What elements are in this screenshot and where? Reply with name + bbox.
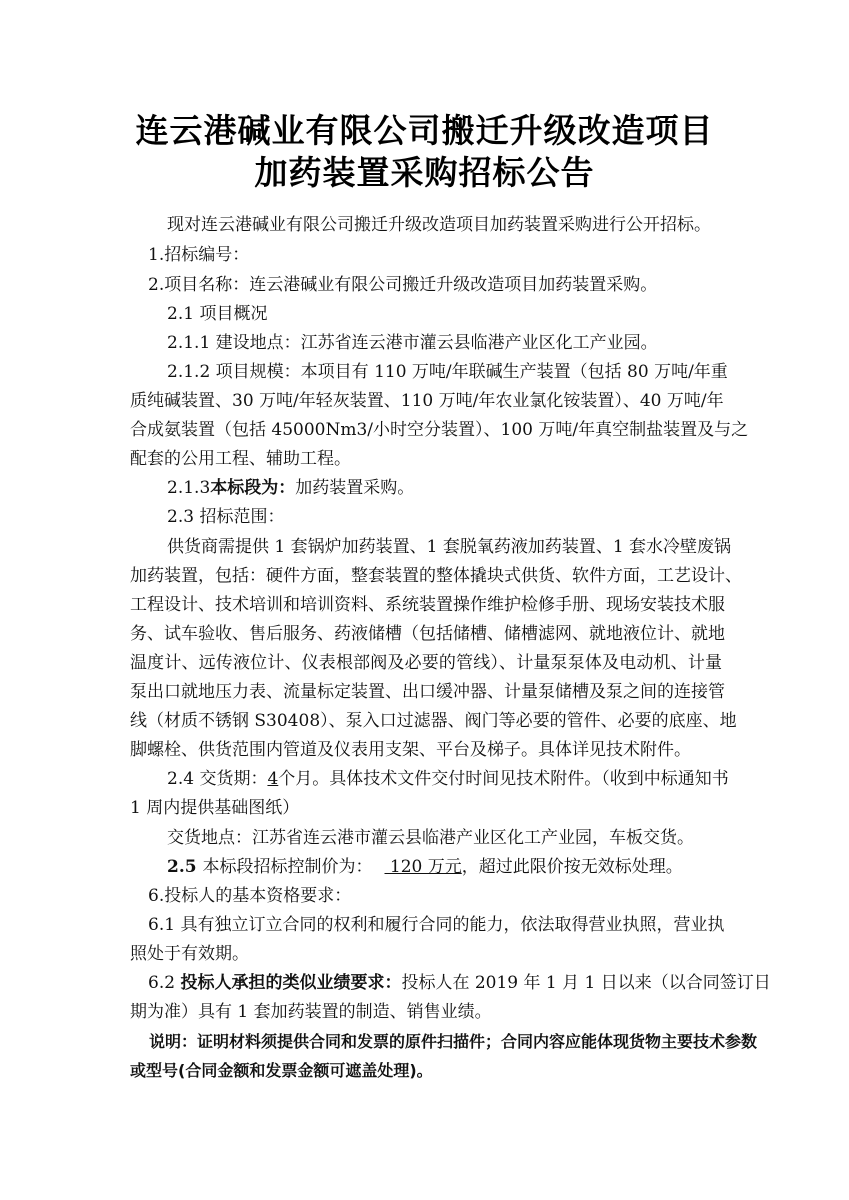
section-2-1-2-scale-line: 2.1.2 项目规模：本项目有 110 万吨/年联碱生产装置（包括 80 万吨/年重: [167, 362, 728, 382]
section-6-2-line-2: 期为准）具有 1 套加药装置的制造、销售业绩。: [130, 1002, 492, 1022]
section-2-1-3-number: 2.1.3: [167, 478, 211, 498]
section-6-2-number: 6.2: [148, 973, 181, 993]
scope-line: 线（材质不锈钢 S30408）、泵入口过滤器、阀门等必要的管件、必要的底座、地: [130, 711, 737, 731]
section-6-2-experience: [148, 972, 771, 994]
section-2-4-suffix: 个月。具体技术文件交付时间见技术附件。（收到中标通知书: [278, 769, 729, 789]
section-2-4-prefix: 2.4 交货期：: [167, 769, 268, 789]
delivery-months-value: 4: [267, 769, 279, 789]
section-1-bid-number: 1.招标编号：: [148, 245, 250, 265]
section-2-4-delivery-period: [167, 768, 729, 790]
section-2-3-scope-heading: 2.3 招标范围：: [167, 507, 285, 527]
section-2-1-2-scale-line: 质纯碱装置、30 万吨/年轻灰装置、110 万吨/年农业氯化铵装置）、40 万吨/年: [130, 391, 724, 411]
section-2-1-3-lot: [167, 477, 414, 499]
note-line: 说明：证明材料须提供合同和发票的原件扫描件；合同内容应能体现货物主要技术参数: [149, 1032, 758, 1051]
intro-paragraph: 现对连云港碱业有限公司搬迁升级改造项目加药装置采购进行公开招标。: [167, 215, 711, 235]
section-2-4-line-2: 1 周内提供基础图纸）: [130, 798, 300, 818]
section-2-1-1-location: 2.1.1 建设地点：江苏省连云港市灌云县临港产业区化工产业园。: [167, 333, 658, 353]
section-2-5-text: 本标段招标控制价为：: [202, 857, 373, 877]
note-line: 或型号(合同金额和发票金额可遮盖处理)。: [130, 1061, 433, 1080]
section-6-1-line: 照处于有效期。: [130, 944, 249, 964]
section-2-1-3-label: 本标段为：: [210, 478, 296, 498]
section-6-qualifications: 6.投标人的基本资格要求：: [148, 886, 352, 906]
section-6-1-line: 6.1 具有独立订立合同的权利和履行合同的能力，依法取得营业执照，营业执: [148, 915, 725, 935]
delivery-place: 交货地点：江苏省连云港市灌云县临港产业区化工产业园，车板交货。: [167, 828, 694, 848]
scope-line: 工程设计、技术培训和培训资料、系统装置操作维护检修手册、现场安装技术服: [130, 595, 725, 615]
section-2-5-label: 2.5: [167, 857, 203, 877]
section-2-1-2-scale-line: 合成氨装置（包括 45000Nm3/小时空分装置）、100 万吨/年真空制盐装置及与之: [130, 420, 749, 440]
section-2-1-3-text: 加药装置采购。: [295, 478, 415, 498]
scope-line: 脚螺栓、供货范围内管道及仪表用支架、平台及梯子。具体详见技术附件。: [130, 740, 691, 760]
title-line-2: 加药装置采购招标公告: [254, 153, 595, 192]
section-2-1-overview: 2.1 项目概况: [167, 304, 268, 324]
section-2-5-control-price: [167, 856, 683, 878]
section-6-2-label: 投标人承担的类似业绩要求：: [180, 973, 402, 993]
scope-line: 温度计、远传液位计、仪表根部阀及必要的管线）、计量泵泵体及电动机、计量: [130, 653, 722, 673]
section-6-2-text: 投标人在 2019 年 1 月 1 日以来（以合同签订日: [401, 973, 771, 993]
title-line-1: 连云港碱业有限公司搬迁升级改造项目: [135, 111, 714, 150]
section-2-5-suffix: ，超过此限价按无效标处理。: [461, 857, 683, 877]
scope-line: 务、试车验收、售后服务、药液储槽（包括储槽、储槽滤网、就地液位计、就地: [130, 624, 725, 644]
section-2-project-name: 2.项目名称：连云港碱业有限公司搬迁升级改造项目加药装置采购。: [148, 275, 658, 295]
scope-line: 供货商需提供 1 套锅炉加药装置、1 套脱氧药液加药装置、1 套水冷壁废锅: [167, 537, 732, 557]
control-price-amount: 120 万元: [384, 857, 462, 877]
scope-line: 加药装置，包括：硬件方面，整套装置的整体撬块式供货、软件方面，工艺设计、: [130, 566, 742, 586]
section-2-1-2-scale-line: 配套的公用工程、辅助工程。: [130, 449, 351, 469]
scope-line: 泵出口就地压力表、流量标定装置、出口缓冲器、计量泵储槽及泵之间的连接管: [130, 682, 725, 702]
